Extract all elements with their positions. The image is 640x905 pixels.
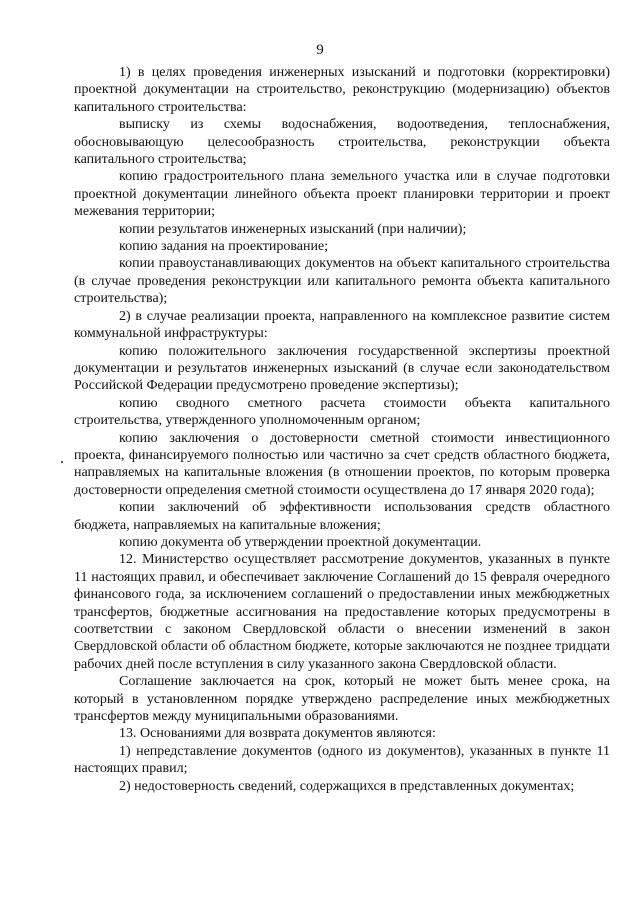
paragraph-13: 12. Министерство осуществляет рассмотрение документов, указанных в пункте 11 настоящих правил, и обеспечивает заключение Соглашений до 15 февраля очередного финансового года, за исключением соглашений о предоставлении иных межбюджетных трансфертов, бюджетные ассигнования на предоставление которых предусмотрены в соответствии с законом Свердловской области о внесении изменений в закон Свердловской области об областном бюджете, которые заключаются не позднее тридцати рабочих дней после вступления в силу указанного закона Свердловской области. — [74, 552, 610, 672]
paragraph-10: копию заключения о достоверности сметной стоимости инвестиционного проекта, финансируемого полностью или частично за счет средств областного бюджета, направляемых на капитальные вложения (в отношении проектов, по которым проверка достоверности определения сметной стоимости осуществлена до 17 января 2020 года); — [74, 430, 610, 498]
paragraph-1: 1) в целях проведения инженерных изысканий и подготовки (корректировки) проектной документации на строительство, реконструкцию (модернизацию) объектов капитального строительства: — [74, 65, 610, 115]
paragraph-5: копию задания на проектирование; — [119, 239, 329, 255]
paragraph-9: копию сводного сметного расчета стоимости объекта капитального строительства, утвержденного уполномоченным органом; — [74, 395, 610, 429]
paragraph-12: копию документа об утверждении проектной документации. — [119, 534, 482, 550]
paragraph-17: 2) недостоверность сведений, содержащихся в представленных документах; — [119, 778, 575, 794]
paragraph-11: копии заключений об эффективности использования средств областного бюджета, направляемых на капитальные вложения; — [74, 500, 610, 533]
scan-speck — [61, 461, 63, 463]
paragraph-3: копию градостроительного плана земельного участка или в случае подготовки проектной документации линейного объекта проект планировки территории и проект межевания территории; — [74, 169, 610, 220]
paragraph-15: 13. Основаниями для возврата документов являются: — [119, 726, 436, 742]
page-number: 9 — [316, 42, 324, 58]
paragraph-16: 1) непредставление документов (одного из документов), указанных в пункте 11 настоящих правил; — [74, 743, 610, 777]
paragraph-4: копии результатов инженерных изысканий (при наличии); — [119, 221, 467, 237]
document-body — [74, 64, 610, 795]
paragraph-6: копии правоустанавливающих документов на объект капитального строительства (в случае проведения реконструкции или капитального ремонта объекта капитального строительства); — [74, 256, 610, 307]
paragraph-14: Соглашение заключается на срок, который не может быть менее срока, на который в установленном порядке утверждено распределение иных межбюджетных трансфертов между муниципальными образованиями. — [74, 674, 610, 725]
paragraph-2: выписку из схемы водоснабжения, водоотведения, теплоснабжения, обосновывающую целесообразность строительства, реконструкции объекта капитального строительства; — [74, 117, 610, 168]
paragraph-8: копию положительного заключения государственной экспертизы проектной документации и результатов инженерных изысканий (в случае если законодательством Российской Федерации предусмотрено проведение экспертизы); — [74, 343, 610, 394]
paragraph-7: 2) в случае реализации проекта, направленного на комплексное развитие систем коммунальной инфраструктуры: — [74, 308, 610, 342]
